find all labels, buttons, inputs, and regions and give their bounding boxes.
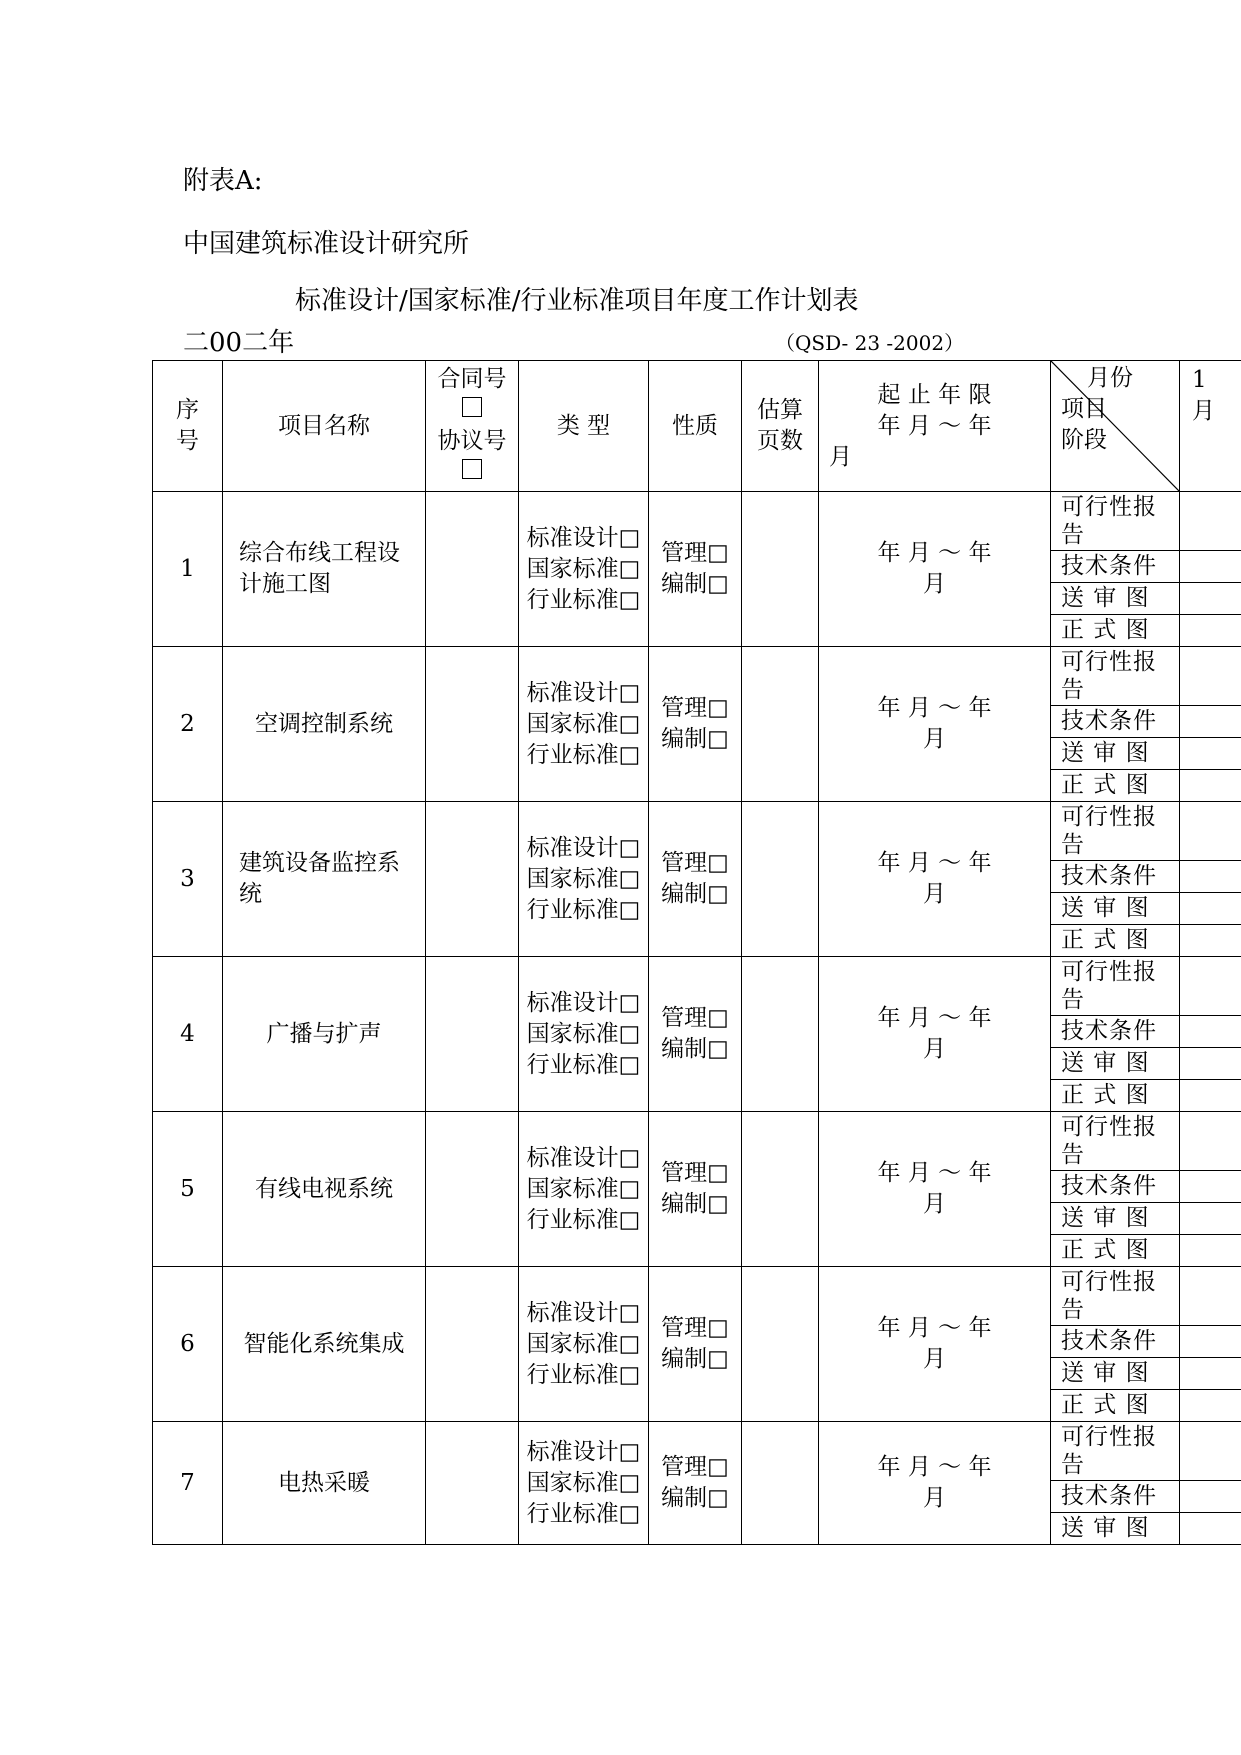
nature-option[interactable]: 管理□ bbox=[661, 1005, 729, 1031]
table-row bbox=[153, 802, 1241, 861]
type-option[interactable]: 行业标准□ bbox=[526, 1206, 641, 1233]
type-option[interactable]: 行业标准□ bbox=[526, 586, 641, 613]
row-contract bbox=[426, 1267, 519, 1422]
row-pages bbox=[742, 1267, 819, 1422]
row-period bbox=[819, 492, 1051, 647]
month-1-cell[interactable] bbox=[1180, 1203, 1241, 1235]
table-row bbox=[153, 492, 1241, 551]
month-1-cell[interactable] bbox=[1180, 1422, 1241, 1481]
row-contract bbox=[426, 1112, 519, 1267]
stage-label: 正 式 图 bbox=[1051, 770, 1180, 802]
nature-option[interactable]: 管理□ bbox=[661, 1160, 729, 1186]
document-code: （QSD- 23 -2002） bbox=[775, 331, 965, 355]
month-1-cell[interactable] bbox=[1180, 647, 1241, 706]
stage-label: 送 审 图 bbox=[1051, 1358, 1180, 1390]
month-1-cell[interactable] bbox=[1180, 957, 1241, 1016]
header-stage-label: 阶段 bbox=[1061, 427, 1107, 453]
type-option[interactable]: 国家标准□ bbox=[526, 865, 641, 892]
type-option[interactable]: 国家标准□ bbox=[526, 710, 641, 737]
period-line: 年 月 ～ 年 bbox=[877, 1454, 992, 1480]
month-1-cell[interactable] bbox=[1180, 893, 1241, 925]
period-line: 月 bbox=[923, 571, 946, 597]
type-option[interactable]: 标准设计□ bbox=[526, 524, 641, 551]
row-project-name-value: 空调控制系统 bbox=[255, 710, 393, 737]
row-seq-value: 6 bbox=[180, 1330, 195, 1357]
month-1-cell[interactable] bbox=[1180, 1326, 1241, 1358]
month-1-cell[interactable] bbox=[1180, 706, 1241, 738]
table-row bbox=[153, 957, 1241, 1016]
page-title: 标准设计/国家标准/行业标准项目年度工作计划表 bbox=[295, 286, 859, 316]
header-project-name: 项目名称 bbox=[223, 361, 426, 492]
appendix-label: 附表A: bbox=[183, 166, 263, 196]
stage-label: 可行性报告 bbox=[1051, 802, 1180, 861]
stage-label: 技术条件 bbox=[1051, 706, 1180, 738]
row-pages bbox=[742, 1112, 819, 1267]
table-row bbox=[153, 647, 1241, 706]
row-seq-value: 5 bbox=[180, 1175, 195, 1202]
stage-label: 送 审 图 bbox=[1051, 1048, 1180, 1080]
stage-label: 可行性报告 bbox=[1051, 492, 1180, 551]
header-month-stage bbox=[1051, 361, 1180, 492]
row-nature bbox=[649, 647, 742, 802]
stage-label: 可行性报告 bbox=[1051, 1422, 1180, 1481]
row-pages bbox=[742, 802, 819, 957]
organization-name: 中国建筑标准设计研究所 bbox=[183, 229, 470, 259]
row-period bbox=[819, 1267, 1051, 1422]
stage-label: 送 审 图 bbox=[1051, 1513, 1180, 1545]
row-seq-value: 4 bbox=[180, 1020, 195, 1047]
period-line: 年 月 ～ 年 bbox=[877, 1005, 992, 1031]
row-type bbox=[519, 1112, 649, 1267]
row-project-name bbox=[223, 957, 426, 1112]
row-period bbox=[819, 802, 1051, 957]
nature-option[interactable]: 管理□ bbox=[661, 1315, 729, 1341]
stage-label: 正 式 图 bbox=[1051, 1390, 1180, 1422]
row-type bbox=[519, 1267, 649, 1422]
period-line: 年 月 ～ 年 bbox=[877, 850, 992, 876]
type-option[interactable]: 行业标准□ bbox=[526, 896, 641, 923]
row-seq bbox=[153, 647, 223, 802]
row-period bbox=[819, 1112, 1051, 1267]
period-line: 年 月 ～ 年 bbox=[877, 695, 992, 721]
header-item-label: 项目 bbox=[1061, 396, 1107, 422]
row-seq bbox=[153, 1422, 223, 1545]
row-contract bbox=[426, 957, 519, 1112]
row-nature bbox=[649, 492, 742, 647]
stage-label: 可行性报告 bbox=[1051, 647, 1180, 706]
month-1-cell[interactable] bbox=[1180, 1235, 1241, 1267]
stage-label: 正 式 图 bbox=[1051, 925, 1180, 957]
nature-option[interactable]: 编制□ bbox=[661, 881, 729, 907]
month-1-cell[interactable] bbox=[1180, 1048, 1241, 1080]
row-project-name-value: 有线电视系统 bbox=[255, 1175, 393, 1202]
type-option[interactable]: 标准设计□ bbox=[526, 1438, 641, 1465]
row-project-name-value: 广播与扩声 bbox=[266, 1020, 382, 1047]
stage-label: 可行性报告 bbox=[1051, 1267, 1180, 1326]
stage-label: 技术条件 bbox=[1051, 1481, 1180, 1513]
plan-year: 二00二年 bbox=[183, 328, 295, 358]
month-1-cell[interactable] bbox=[1180, 861, 1241, 893]
type-option[interactable]: 国家标准□ bbox=[526, 1175, 641, 1202]
stage-label: 可行性报告 bbox=[1051, 957, 1180, 1016]
nature-option[interactable]: 管理□ bbox=[661, 850, 729, 876]
row-project-name bbox=[223, 647, 426, 802]
type-option[interactable]: 行业标准□ bbox=[526, 1051, 641, 1078]
header-month-1: 1 月 bbox=[1180, 361, 1241, 492]
header-nature: 性质 bbox=[649, 361, 742, 492]
month-1-cell[interactable] bbox=[1180, 583, 1241, 615]
row-type bbox=[519, 1422, 649, 1545]
month-1-cell[interactable] bbox=[1180, 802, 1241, 861]
nature-option[interactable]: 编制□ bbox=[661, 1036, 729, 1062]
row-contract bbox=[426, 492, 519, 647]
row-project-name-value: 电热采暖 bbox=[278, 1469, 370, 1496]
agreement-checkbox[interactable] bbox=[462, 459, 482, 479]
row-nature bbox=[649, 957, 742, 1112]
month-1-cell[interactable] bbox=[1180, 551, 1241, 583]
type-option[interactable]: 标准设计□ bbox=[526, 1299, 641, 1326]
nature-option[interactable]: 编制□ bbox=[661, 1191, 729, 1217]
stage-label: 正 式 图 bbox=[1051, 615, 1180, 647]
month-1-cell[interactable] bbox=[1180, 1513, 1241, 1545]
month-1-cell[interactable] bbox=[1180, 1267, 1241, 1326]
type-option[interactable]: 标准设计□ bbox=[526, 834, 641, 861]
row-project-name-value: 建筑设备监控系统 bbox=[239, 850, 400, 907]
row-type bbox=[519, 647, 649, 802]
type-option[interactable]: 标准设计□ bbox=[526, 1144, 641, 1171]
row-contract bbox=[426, 647, 519, 802]
table-row bbox=[153, 1422, 1241, 1481]
month-1-cell[interactable] bbox=[1180, 1016, 1241, 1048]
month-1-cell[interactable] bbox=[1180, 615, 1241, 647]
row-nature bbox=[649, 1267, 742, 1422]
row-pages bbox=[742, 1422, 819, 1545]
nature-option[interactable]: 编制□ bbox=[661, 1346, 729, 1372]
row-seq-value: 7 bbox=[180, 1469, 195, 1496]
type-option[interactable]: 国家标准□ bbox=[526, 1330, 641, 1357]
row-seq bbox=[153, 957, 223, 1112]
stage-label: 技术条件 bbox=[1051, 1326, 1180, 1358]
row-period bbox=[819, 647, 1051, 802]
row-seq bbox=[153, 1112, 223, 1267]
table-header-row bbox=[153, 361, 1241, 492]
row-type bbox=[519, 957, 649, 1112]
row-type bbox=[519, 802, 649, 957]
header-type: 类 型 bbox=[519, 361, 649, 492]
row-project-name bbox=[223, 492, 426, 647]
month-1-cell[interactable] bbox=[1180, 925, 1241, 957]
period-line: 年 月 ～ 年 bbox=[877, 540, 992, 566]
nature-option[interactable]: 管理□ bbox=[661, 695, 729, 721]
row-seq-value: 1 bbox=[180, 555, 195, 582]
row-nature bbox=[649, 1422, 742, 1545]
row-contract bbox=[426, 1422, 519, 1545]
stage-label: 送 审 图 bbox=[1051, 1203, 1180, 1235]
nature-option[interactable]: 管理□ bbox=[661, 1454, 729, 1480]
month-1-cell[interactable] bbox=[1180, 1171, 1241, 1203]
type-option[interactable]: 国家标准□ bbox=[526, 1020, 641, 1047]
row-period bbox=[819, 957, 1051, 1112]
row-seq bbox=[153, 492, 223, 647]
row-project-name bbox=[223, 1422, 426, 1545]
stage-label: 技术条件 bbox=[1051, 1171, 1180, 1203]
period-line: 月 bbox=[923, 881, 946, 907]
type-option[interactable]: 行业标准□ bbox=[526, 741, 641, 768]
row-seq bbox=[153, 1267, 223, 1422]
nature-option[interactable]: 编制□ bbox=[661, 571, 729, 597]
type-option[interactable]: 标准设计□ bbox=[526, 989, 641, 1016]
month-1-cell[interactable] bbox=[1180, 738, 1241, 770]
row-pages bbox=[742, 492, 819, 647]
row-nature bbox=[649, 802, 742, 957]
header-estimated-pages: 估算 页数 bbox=[742, 361, 819, 492]
stage-label: 正 式 图 bbox=[1051, 1080, 1180, 1112]
row-pages bbox=[742, 647, 819, 802]
period-line: 年 月 ～ 年 bbox=[877, 1315, 992, 1341]
month-1-cell[interactable] bbox=[1180, 1390, 1241, 1422]
month-1-cell[interactable] bbox=[1180, 1112, 1241, 1171]
period-line: 月 bbox=[923, 1485, 946, 1511]
row-seq bbox=[153, 802, 223, 957]
period-line: 月 bbox=[923, 1191, 946, 1217]
stage-label: 送 审 图 bbox=[1051, 583, 1180, 615]
nature-option[interactable]: 编制□ bbox=[661, 1485, 729, 1511]
contract-checkbox[interactable] bbox=[462, 397, 482, 417]
header-month-label: 月份 bbox=[1087, 365, 1133, 391]
period-line: 月 bbox=[923, 1346, 946, 1372]
stage-label: 正 式 图 bbox=[1051, 1235, 1180, 1267]
row-seq-value: 3 bbox=[180, 865, 195, 892]
header-seq: 序号 bbox=[153, 361, 223, 492]
month-1-cell[interactable] bbox=[1180, 770, 1241, 802]
period-line: 年 月 ～ 年 bbox=[877, 1160, 992, 1186]
period-line: 月 bbox=[923, 726, 946, 752]
row-type bbox=[519, 492, 649, 647]
type-option[interactable]: 国家标准□ bbox=[526, 1469, 641, 1496]
row-project-name bbox=[223, 1267, 426, 1422]
type-option[interactable]: 行业标准□ bbox=[526, 1361, 641, 1388]
row-project-name-value: 综合布线工程设计施工图 bbox=[239, 540, 400, 597]
row-contract bbox=[426, 802, 519, 957]
row-nature bbox=[649, 1112, 742, 1267]
nature-option[interactable]: 编制□ bbox=[661, 726, 729, 752]
header-period: 起 止 年 限 年 月 ～ 年 月 bbox=[819, 361, 1051, 492]
month-1-cell[interactable] bbox=[1180, 1481, 1241, 1513]
work-plan-table bbox=[152, 360, 1241, 1545]
nature-option[interactable]: 管理□ bbox=[661, 540, 729, 566]
stage-label: 送 审 图 bbox=[1051, 893, 1180, 925]
stage-label: 技术条件 bbox=[1051, 551, 1180, 583]
stage-label: 技术条件 bbox=[1051, 861, 1180, 893]
stage-label: 送 审 图 bbox=[1051, 738, 1180, 770]
row-project-name bbox=[223, 802, 426, 957]
stage-label: 技术条件 bbox=[1051, 1016, 1180, 1048]
table-row bbox=[153, 1267, 1241, 1326]
period-line: 月 bbox=[923, 1036, 946, 1062]
row-period bbox=[819, 1422, 1051, 1545]
table-row bbox=[153, 1112, 1241, 1171]
row-pages bbox=[742, 957, 819, 1112]
row-project-name bbox=[223, 1112, 426, 1267]
month-1-cell[interactable] bbox=[1180, 1358, 1241, 1390]
row-seq-value: 2 bbox=[180, 710, 195, 737]
stage-label: 可行性报告 bbox=[1051, 1112, 1180, 1171]
type-option[interactable]: 行业标准□ bbox=[526, 1500, 641, 1527]
header-contract-agreement: 合同号 协议号 bbox=[426, 361, 519, 492]
row-project-name-value: 智能化系统集成 bbox=[243, 1330, 405, 1357]
month-1-cell[interactable] bbox=[1180, 1080, 1241, 1112]
month-1-cell[interactable] bbox=[1180, 492, 1241, 551]
type-option[interactable]: 标准设计□ bbox=[526, 679, 641, 706]
type-option[interactable]: 国家标准□ bbox=[526, 555, 641, 582]
